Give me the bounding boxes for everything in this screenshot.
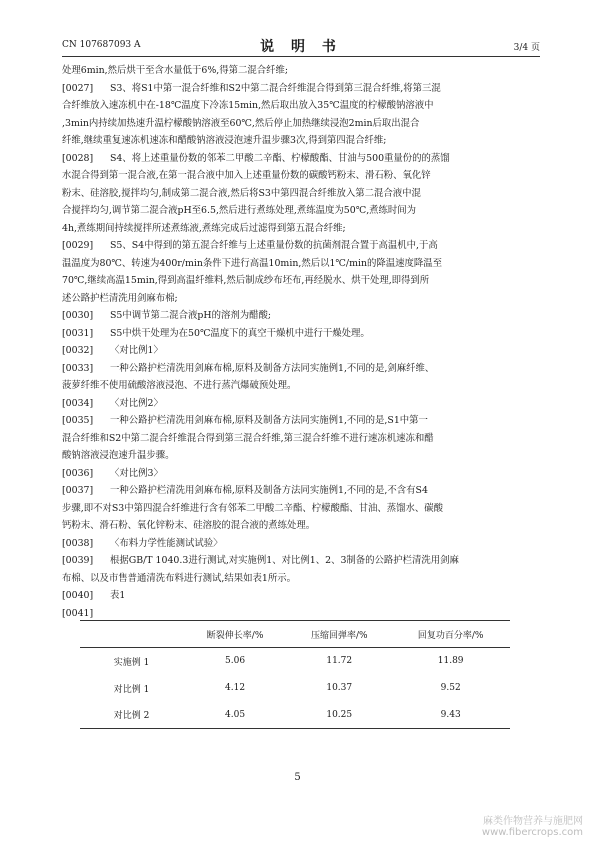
table-header-cell <box>80 621 183 648</box>
paragraph-0031 <box>62 325 540 343</box>
paragraph-0035 <box>62 412 540 430</box>
paragraph-0036 <box>62 465 540 483</box>
page-info: 3/4 页 <box>513 43 540 53</box>
paragraph-0027 <box>62 80 540 98</box>
section-heading: 〈对比例2〉 <box>110 397 163 409</box>
table-cell: 实施例 1 <box>113 657 150 668</box>
paragraph-0029 <box>62 237 540 255</box>
table-header-cell: 回复功百分率/% <box>417 630 484 641</box>
paragraph-number: [0032] <box>62 345 94 356</box>
text-line: 4h,煮练期间持续搅拌所述煮练液,煮练完成后过滤得到第五混合纤维; <box>62 222 346 234</box>
table-cell: 9.52 <box>440 683 461 693</box>
text-line: 一种公路护栏清洗用剑麻布棉,原料及制备方法同实施例1,不同的是,不含有S4 <box>110 485 428 496</box>
text-line: S5中烘干处理为在50℃温度下的真空干燥机中进行干燥处理。 <box>110 327 370 339</box>
text-line: 钙粉末、滑石粉、氧化锌粉末、硅溶胶的混合液的煮练处理。 <box>62 520 316 531</box>
text-line: S4、将上述重量份数的邻苯二甲酸二辛酯、柠檬酸酯、甘油与500重量份的的蒸馏 <box>110 152 450 164</box>
table-cell: 11.72 <box>326 656 353 667</box>
text-line: 合搅拌均匀,调节第二混合液pH至6.5,然后进行煮练处理,煮练温度为50℃,煮练时间为 <box>62 205 417 216</box>
results-table <box>80 620 510 729</box>
text-line: 一种公路护栏清洗用剑麻布棉,原料及制备方法同实施例1,不同的是,剑麻纤维、 <box>110 362 435 374</box>
text-line: 菠萝纤维不使用硫酸溶液浸泡、不进行蒸汽爆破预处理。 <box>62 380 297 391</box>
table-cell: 对比例 2 <box>113 711 150 722</box>
text-line: 70℃,继续高温15min,得到高温纤维料,然后制成纱布坯布,再经脱水、烘干处理,即得到所 <box>62 275 430 286</box>
table-row <box>80 675 510 702</box>
page-number: 5 <box>294 772 301 783</box>
document-body <box>62 62 540 622</box>
table-header-cell: 压缩回弹率/% <box>310 630 368 641</box>
paragraph-number: [0031] <box>62 327 94 339</box>
text-line: 水混合得到第一混合液,在第一混合液中加入上述重量份数的碳酸钙粉末、滑石粉、氧化锌 <box>62 170 431 181</box>
table-row <box>80 648 510 675</box>
paragraph-number: [0029] <box>62 240 94 251</box>
text-line: ,3min内持续加热速升温柠檬酸钠溶液至60℃,然后停止加热继续浸泡2min后取出混合 <box>62 117 420 129</box>
text-line: 温温度为80℃、转速为400r/min条件下进行高温10min,然后以1℃/min的降温速度降温至 <box>62 257 443 269</box>
paragraph-0037 <box>62 482 540 500</box>
page-title: 说 明 书 <box>260 39 342 55</box>
text-line: 一种公路护栏清洗用剑麻布棉,原料及制备方法同实施例1,不同的是,S1中第一 <box>110 415 428 426</box>
paragraph-number: [0028] <box>62 152 94 164</box>
paragraph-number: [0037] <box>62 485 94 496</box>
table-cell: 10.37 <box>326 683 353 693</box>
text-line: 纤维,继续重复速冻机速冻和醋酸钠溶液浸泡速升温步骤3次,得到第四混合纤维; <box>62 135 387 146</box>
paragraph-0028 <box>62 150 540 168</box>
paragraph-number: [0041] <box>62 607 94 619</box>
publication-number: CN 107687093 A <box>62 40 141 50</box>
table-header-cell: 断裂伸长率/% <box>206 630 264 641</box>
table-cell: 11.89 <box>437 656 464 667</box>
paragraph-number: [0039] <box>62 555 94 566</box>
text-line: S3、将S1中第一混合纤维和S2中第二混合纤维混合得到第三混合纤维,将第三混 <box>110 82 441 94</box>
table-cell: 5.06 <box>225 656 246 667</box>
text-line: 根据GB/T 1040.3进行测试,对实施例1、对比例1、2、3制备的公路护栏清洗用剑麻 <box>110 555 459 566</box>
paragraph-number: [0030] <box>62 310 94 321</box>
paragraph-0030 <box>62 307 540 325</box>
text-line: 述公路护栏清洗用剑麻布棉; <box>62 292 178 304</box>
table-cell: 4.12 <box>225 683 246 693</box>
paragraph-0039 <box>62 552 540 570</box>
table-row <box>80 702 510 729</box>
section-heading: 〈对比例1〉 <box>110 345 163 356</box>
watermark-line: www.fibercrops.com <box>481 827 583 838</box>
paragraph-number: [0027] <box>62 82 94 94</box>
paragraph-number: [0040] <box>62 590 94 601</box>
table-cell: 对比例 1 <box>113 684 150 695</box>
paragraph-number: [0036] <box>62 467 94 479</box>
text-line: 酸钠溶液浸泡速升温步骤。 <box>62 450 175 461</box>
paragraph-0032 <box>62 342 540 360</box>
paragraph-number: [0038] <box>62 537 94 549</box>
table-cell: 9.43 <box>440 709 461 720</box>
section-heading: 〈布料力学性能测试试验〉 <box>110 537 223 549</box>
paragraph-number: [0034] <box>62 397 94 409</box>
section-heading: 〈对比例3〉 <box>110 467 163 479</box>
watermark <box>482 812 583 838</box>
table-cell: 4.05 <box>225 709 246 720</box>
text-line: 布棉、以及市售普通清洗布料进行测试,结果如表1所示。 <box>62 572 296 584</box>
text-line: S5中调节第二混合液pH的溶剂为醋酸; <box>110 310 271 321</box>
page-header <box>62 36 540 57</box>
paragraph-0040 <box>62 587 540 605</box>
paragraph-0034 <box>62 395 540 413</box>
table-cell: 10.25 <box>326 709 353 720</box>
table-header-row <box>80 621 510 648</box>
paragraph-0033 <box>62 360 540 378</box>
table-caption: 表1 <box>110 590 126 601</box>
watermark-line: 麻类作物营养与施肥网 <box>483 816 583 827</box>
text-line: 步骤,即不对S3中第四混合纤维进行含有邻苯二甲酸二辛酯、柠檬酸酯、甘油、蒸馏水、碳酸 <box>62 502 443 514</box>
text-line: S5、S4中得到的第五混合纤维与上述重量份数的抗菌剂混合置于高温机中,于高 <box>110 240 438 251</box>
paragraph-0038 <box>62 535 540 553</box>
text-line: 处理6min,然后烘干至含水量低于6%,得第二混合纤维; <box>62 65 289 76</box>
text-line: 混合纤维和S2中第二混合纤维混合得到第三混合纤维,第三混合纤维不进行速冻机速冻和醋 <box>62 432 434 444</box>
paragraph-number: [0035] <box>62 415 94 426</box>
text-line: 合纤维放入速冻机中在-18℃温度下冷冻15min,然后取出放入35℃温度的柠檬酸钠溶液中 <box>62 100 434 111</box>
paragraph-number: [0033] <box>62 362 94 374</box>
text-line: 粉末、硅溶胶,搅拌均匀,制成第二混合液,然后将S3中第四混合纤维放入第二混合液中混 <box>62 187 421 199</box>
